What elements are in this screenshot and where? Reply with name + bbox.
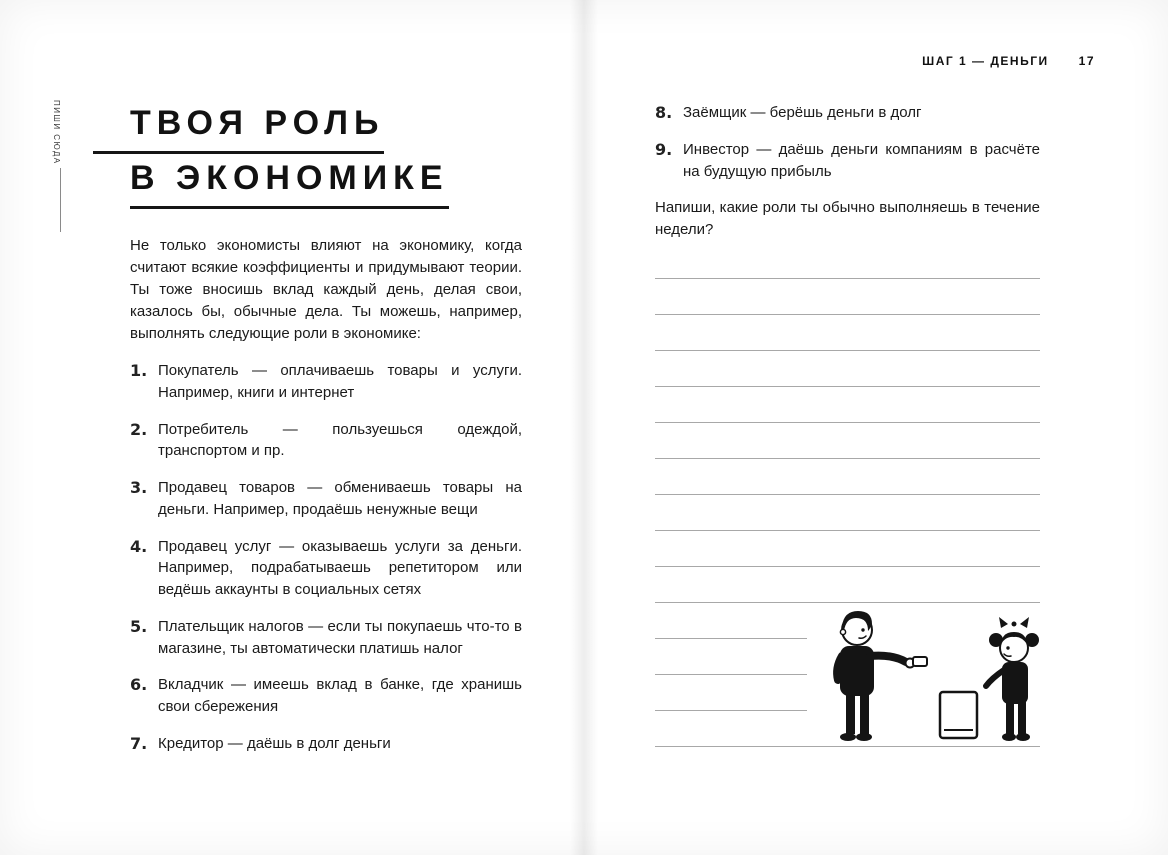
writing-line [655,423,1040,459]
margin-note [52,100,61,165]
list-item-number: 2. [130,419,148,439]
list-item-text: Продавец товаров — обмениваешь товары на деньги. Например, продаёшь ненужные вещи [158,479,522,518]
list-item-text: Продавец услуг — оказываешь услуги за деньги. Например, подрабатываешь репетитором или ведёшь аккаунты в социальных сетях [158,537,522,599]
list-item [655,102,1040,124]
writing-line [655,639,807,675]
writing-line [655,315,1040,351]
illustration-boy-and-girl [800,602,1055,742]
page-title-line-1: ТВОЯ РОЛЬ [93,106,384,154]
list-item-text: Потребитель — пользуешься одеждой, транспортом и пр. [158,420,522,460]
chapter-label: ШАГ 1 — ДЕНЬГИ [922,54,1049,68]
page-number: 17 [1078,54,1095,68]
writing-line [655,603,807,639]
writing-line [655,495,1040,531]
list-item-text: Заёмщик — берёшь деньги в долг [683,104,922,121]
list-item-number: 3. [130,478,148,498]
list-item [130,733,522,755]
writing-line [655,387,1040,423]
writing-line [655,243,1040,279]
cash-register [940,692,977,738]
writing-line [655,279,1040,315]
girl-figure [986,617,1039,741]
list-item-text: Вкладчик — имеешь вклад в банке, где хранишь свои сбережения [158,676,522,716]
list-item [130,674,522,718]
list-item-number: 8. [655,103,673,122]
roles-list-left [130,360,522,755]
list-item [655,139,1040,183]
list-item-text: Инвестор — даёшь деньги компаниям в расчёте на будущую прибыль [683,140,1040,180]
list-item-number: 9. [655,139,673,159]
list-item [130,419,522,463]
page-title-line-2: В ЭКОНОМИКЕ [130,161,449,209]
money-in-hand [913,657,927,666]
list-item-number: 4. [130,536,148,556]
margin-rule [60,168,61,232]
writing-line [655,351,1040,387]
list-item [130,477,522,521]
list-item-text: Плательщик налогов — если ты покупаешь что-то в магазине, ты автоматически платишь налог [158,617,522,657]
writing-line [655,531,1040,567]
list-item-number: 6. [130,675,148,695]
roles-list-right [655,102,1040,182]
list-item [130,536,522,601]
list-item [130,616,522,660]
margin-note-text: ПИШИ СЮДА [52,100,61,165]
list-item [130,360,522,404]
writing-line [655,675,807,711]
writing-line [655,459,1040,495]
page-title [130,106,522,209]
list-item-text: Покупатель — оплачиваешь товары и услуги. Например, книги и интернет [158,362,522,401]
book-spine-shadow [570,0,598,855]
boy-figure [837,611,927,741]
list-item-text: Кредитор — даёшь в долг деньги [158,734,391,752]
intro-paragraph: Не только экономисты влияют на экономику, когда считают всякие коэффициенты и придумывают теории. Ты тоже вносишь вклад каждый день, делая свои, казалось бы, обычные дела. Ты можешь, например, выполнять следующие роли в экономике: [130,237,522,343]
list-item-number: 5. [130,616,148,636]
page-header [655,54,1095,68]
list-item-number: 7. [130,733,148,753]
list-item-number: 1. [130,361,148,381]
right-page [655,50,1095,747]
left-page [130,106,522,770]
writing-line [655,567,1040,603]
exercise-prompt: Напиши, какие роли ты обычно выполняешь в течение недели? [655,199,1040,238]
